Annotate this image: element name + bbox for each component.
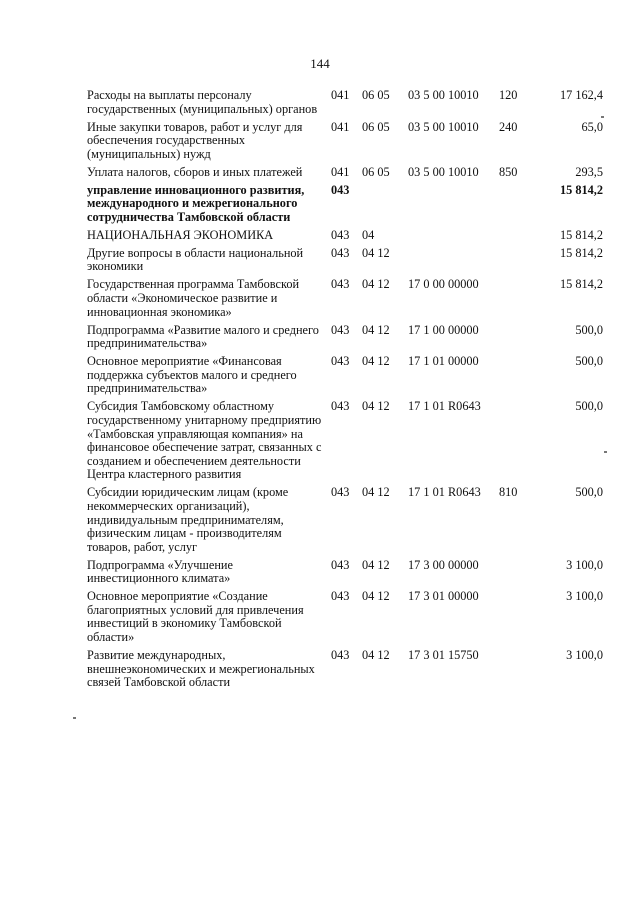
row-name: Другие вопросы в области национальной экономики bbox=[87, 245, 304, 274]
row-expense-type bbox=[499, 229, 539, 247]
row-expense-type bbox=[499, 324, 539, 356]
row-program-code: 17 1 01 00000 bbox=[408, 354, 479, 369]
row-section-code: 04 12 bbox=[362, 277, 390, 292]
row-program-code: 17 3 01 00000 bbox=[408, 589, 479, 604]
row-sum: 17 162,4 bbox=[559, 88, 603, 102]
row-sum: 15 814,2 bbox=[559, 182, 603, 197]
row-program-code: 17 3 00 00000 bbox=[408, 557, 479, 572]
row-program-code bbox=[408, 184, 499, 229]
row-expense-type bbox=[499, 278, 539, 323]
budget-table-body bbox=[87, 89, 603, 694]
row-program-code bbox=[408, 229, 499, 247]
row-section-code bbox=[362, 184, 408, 229]
row-section-code: 04 12 bbox=[362, 557, 390, 572]
row-name: Уплата налогов, сборов и иных платежей bbox=[87, 164, 303, 179]
row-sum: 500,0 bbox=[575, 399, 603, 414]
margin-mark bbox=[73, 717, 76, 719]
row-name: Подпрограмма «Улучшение инвестиционного климата» bbox=[87, 557, 233, 586]
row-expense-type: 810 bbox=[499, 485, 518, 500]
budget-table bbox=[87, 89, 603, 694]
row-program-code: 17 0 00 00000 bbox=[408, 277, 479, 292]
row-program-code: 17 1 01 R0643 bbox=[408, 485, 481, 500]
row-ved-code: 041 bbox=[331, 164, 350, 179]
row-name: управление инновационного развития, международного и межрегионального сотрудничества Тамбовской области bbox=[87, 182, 305, 224]
row-sum: 3 100,0 bbox=[566, 648, 603, 663]
row-expense-type bbox=[499, 649, 539, 694]
row-expense-type bbox=[499, 590, 539, 649]
row-sum: 15 814,2 bbox=[559, 227, 603, 242]
row-expense-type: 240 bbox=[499, 119, 518, 134]
row-name: Иные закупки товаров, работ и услуг для обеспечения государственных (муниципальных) нужд bbox=[87, 119, 303, 161]
row-ved-code: 043 bbox=[331, 245, 350, 260]
page-number: 144 bbox=[310, 56, 330, 71]
table-row bbox=[87, 166, 603, 184]
row-section-code: 04 12 bbox=[362, 589, 390, 604]
row-name: Развитие международных, внешнеэкономических и межрегиональных связей Тамбовской области bbox=[87, 648, 315, 690]
row-ved-code: 043 bbox=[331, 485, 350, 500]
row-section-code: 04 12 bbox=[362, 322, 390, 337]
row-expense-type: 850 bbox=[499, 164, 518, 179]
row-name: Субсидия Тамбовскому областному государственному унитарному предприятию «Тамбовская управляющая компания» на финансовое обеспечение затрат, связанных с созданием и обеспечением деятельности Центра кластерного развития bbox=[87, 399, 322, 482]
row-ved-code: 041 bbox=[331, 88, 350, 102]
row-ved-code: 041 bbox=[331, 119, 350, 134]
table-row bbox=[87, 355, 603, 400]
row-program-code bbox=[408, 247, 499, 279]
row-section-code: 04 12 bbox=[362, 354, 390, 369]
row-ved-code: 043 bbox=[331, 277, 350, 292]
row-expense-type bbox=[499, 400, 539, 486]
row-program-code: 17 1 00 00000 bbox=[408, 322, 479, 337]
row-sum: 15 814,2 bbox=[559, 277, 603, 292]
row-program-code: 03 5 00 10010 bbox=[408, 88, 479, 102]
table-row bbox=[87, 649, 603, 694]
row-ved-code: 043 bbox=[331, 182, 350, 197]
row-expense-type bbox=[499, 247, 539, 279]
row-name: Основное мероприятие «Создание благоприятных условий для привлечения инвестиций в экономику Тамбовской области» bbox=[87, 589, 304, 645]
table-row bbox=[87, 184, 603, 229]
row-section-code: 04 12 bbox=[362, 399, 390, 414]
row-program-code: 03 5 00 10010 bbox=[408, 119, 479, 134]
row-section-code: 04 12 bbox=[362, 485, 390, 500]
row-ved-code: 043 bbox=[331, 557, 350, 572]
row-name: Основное мероприятие «Финансовая поддержка субъектов малого и среднего предпринимательства» bbox=[87, 354, 297, 396]
table-row bbox=[87, 590, 603, 649]
row-expense-type bbox=[499, 559, 539, 591]
table-row bbox=[87, 400, 603, 486]
row-sum: 293,5 bbox=[575, 164, 603, 179]
row-expense-type: 120 bbox=[499, 88, 518, 102]
row-section-code: 06 05 bbox=[362, 119, 390, 134]
row-section-code: 04 12 bbox=[362, 245, 390, 260]
table-row bbox=[87, 121, 603, 166]
row-program-code: 17 1 01 R0643 bbox=[408, 399, 481, 414]
margin-mark bbox=[604, 451, 607, 453]
row-expense-type bbox=[499, 355, 539, 400]
row-ved-code: 043 bbox=[331, 589, 350, 604]
row-ved-code: 043 bbox=[331, 354, 350, 369]
row-section-code: 06 05 bbox=[362, 164, 390, 179]
table-row bbox=[87, 486, 603, 558]
table-row bbox=[87, 278, 603, 323]
row-sum: 3 100,0 bbox=[566, 589, 603, 604]
row-program-code: 03 5 00 10010 bbox=[408, 164, 479, 179]
row-name: Расходы на выплаты персоналу государственных (муниципальных) органов bbox=[87, 88, 318, 116]
row-expense-type bbox=[499, 184, 539, 229]
row-section-code: 04 bbox=[362, 227, 375, 242]
row-ved-code: 043 bbox=[331, 399, 350, 414]
table-row bbox=[87, 324, 603, 356]
row-name: Субсидии юридическим лицам (кроме некоммерческих организаций), индивидуальным предпринимателям, физическим лицам - производителям товаров, работ, услуг bbox=[87, 485, 289, 554]
row-sum: 500,0 bbox=[575, 322, 603, 337]
row-ved-code: 043 bbox=[331, 322, 350, 337]
row-sum: 65,0 bbox=[581, 119, 603, 134]
row-name: Государственная программа Тамбовской области «Экономическое развитие и инновационная экономика» bbox=[87, 277, 300, 319]
row-section-code: 06 05 bbox=[362, 88, 390, 102]
row-sum: 500,0 bbox=[575, 354, 603, 369]
row-sum: 15 814,2 bbox=[559, 245, 603, 260]
row-ved-code: 043 bbox=[331, 227, 350, 242]
margin-mark bbox=[601, 116, 604, 118]
row-name: НАЦИОНАЛЬНАЯ ЭКОНОМИКА bbox=[87, 227, 274, 242]
row-name: Подпрограмма «Развитие малого и среднего предпринимательства» bbox=[87, 322, 319, 351]
row-sum: 500,0 bbox=[575, 485, 603, 500]
row-program-code: 17 3 01 15750 bbox=[408, 648, 479, 663]
table-row bbox=[87, 229, 603, 247]
row-sum: 3 100,0 bbox=[566, 557, 603, 572]
table-row bbox=[87, 247, 603, 279]
row-ved-code: 043 bbox=[331, 648, 350, 663]
table-row bbox=[87, 89, 603, 121]
row-section-code: 04 12 bbox=[362, 648, 390, 663]
table-row bbox=[87, 559, 603, 591]
